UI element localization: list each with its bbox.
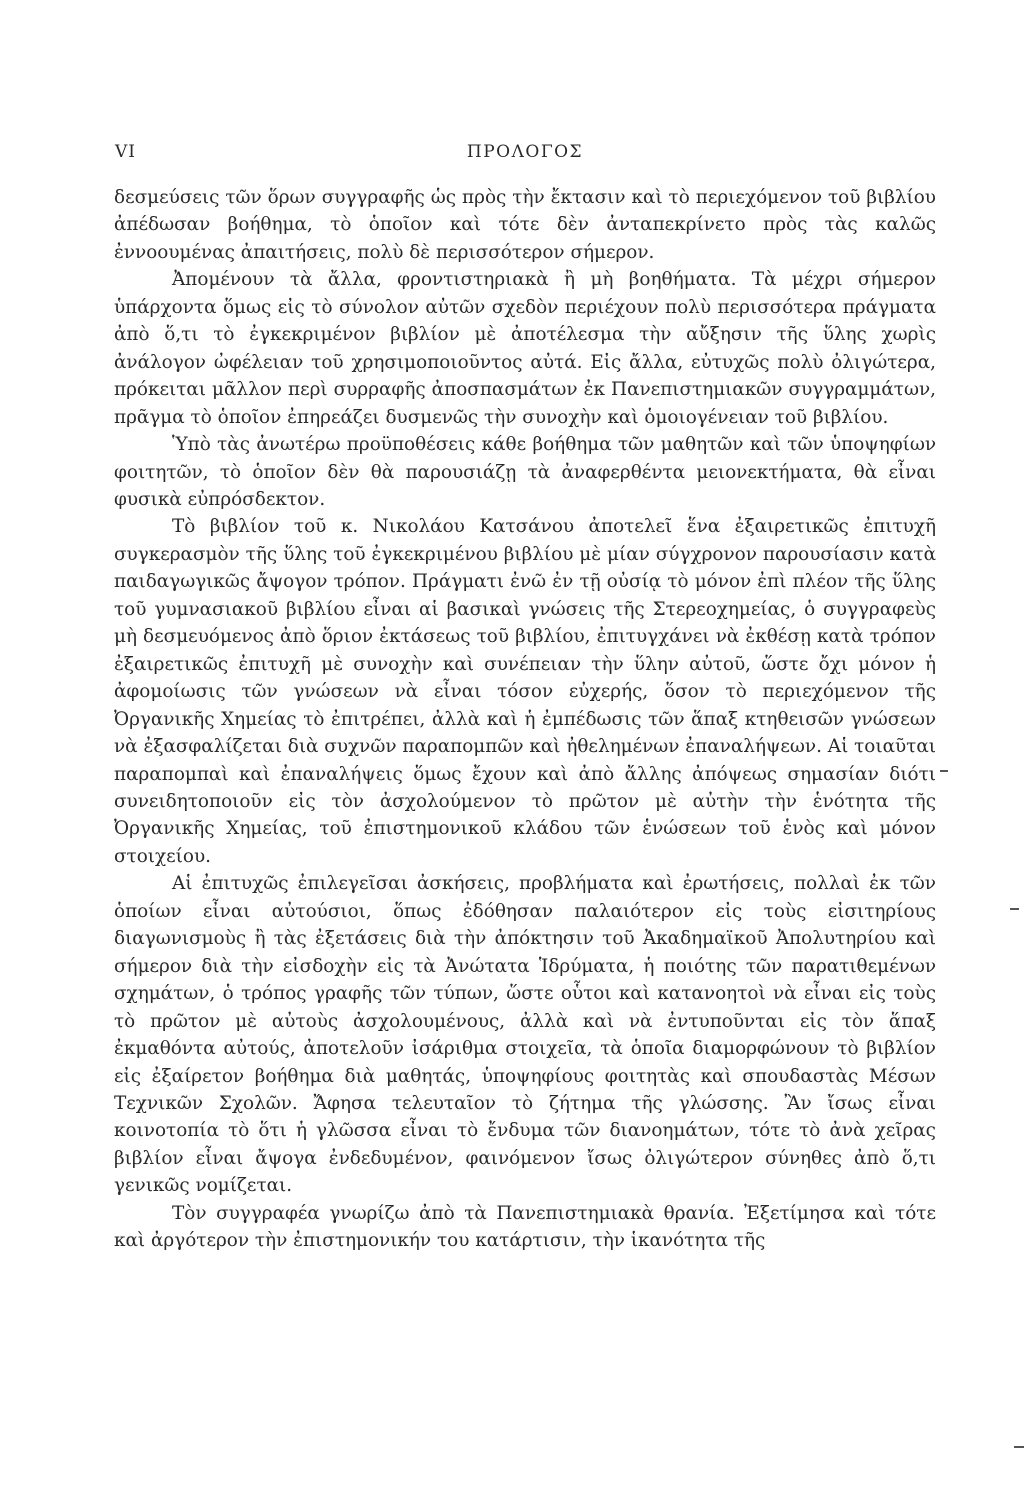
paragraph: Τὸ βιβλίον τοῦ κ. Νικολάου Κατσάνου ἀποτελεῖ ἕνα ἐξαιρετικῶς ἐπιτυχῆ συγκερασμὸν τῆς ὕλης τοῦ ἐγκεκριμένου βιβλίου μὲ μίαν σύγχρονον παρουσίασιν κατὰ παιδαγωγικῶς ἄψογον τρόπον. Πράγματι ἐνῶ ἐν τῇ οὐσίᾳ τὸ μόνον ἐπὶ πλέον τῆς ὕλης τοῦ γυμνασιακοῦ βιβλίου εἶναι αἱ βασικαὶ γνώσεις τῆς Στερεοχημείας, ὁ συγγραφεὺς μὴ δεσμευόμενος ἀπὸ ὅριον ἐκτάσεως τοῦ βιβλίου, ἐπιτυγχάνει νὰ ἐκθέσῃ κατὰ τρόπον ἐξαιρετικῶς ἐπιτυχῆ μὲ συνοχὴν καὶ συνέπειαν τὴν ὕλην αὐτοῦ, ὥστε ὄχι μόνον ἡ ἀφομοίωσις τῶν γνώσεων νὰ εἶναι τόσον εὐχερής, ὅσον τὸ περιεχόμενον τῆς Ὀργανικῆς Χημείας τὸ ἐπιτρέπει, ἀλλὰ καὶ ἡ ἐμπέδωσις τῶν ἅπαξ κτηθεισῶν γνώσεων νὰ ἐξασφαλίζεται διὰ συχνῶν παραπομπῶν καὶ ἠθελημένων ἐπαναλήψεων. Αἱ τοιαῦται παραπομπαὶ καὶ ἐπαναλήψεις ὅμως ἔχουν καὶ ἀπὸ ἄλλης ἀπόψεως σημασίαν διότι συνειδητοποιοῦν εἰς τὸν ἀσχολούμενον τὸ πρῶτον μὲ αὐτὴν τὴν ἑνότητα τῆς Ὀργανικῆς Χημείας, τοῦ ἐπιστημονικοῦ κλάδου τῶν ἑνώσεων τοῦ ἑνὸς καὶ μόνον στοιχείου. [114,516,936,867]
scan-mark [940,770,948,772]
body-text [114,184,936,1255]
paragraph: Ἀπομένουν τὰ ἄλλα, φροντιστηριακὰ ἢ μὴ βοηθήματα. Τὰ μέχρι σήμερον ὑπάρχοντα ὅμως εἰς τὸ σύνολον αὐτῶν σχεδὸν περιέχουν πολὺ περισσότερα πράγματα ἀπὸ ὅ,τι τὸ ἐγκεκριμένον βιβλίον μὲ ἀποτέλεσμα τὴν αὔξησιν τῆς ὕλης χωρὶς ἀνάλογον ὠφέλειαν τοῦ χρησιμοποιοῦντος αὐτά. Εἰς ἄλλα, εὐτυχῶς πολὺ ὀλιγώτερα, πρόκειται μᾶλλον περὶ συρραφῆς ἀποσπασμάτων ἐκ Πανεπιστημιακῶν συγγραμμάτων, πρᾶγμα τὸ ὁποῖον ἐπηρεάζει δυσμενῶς τὴν συνοχὴν καὶ ὁμοιογένειαν τοῦ βιβλίου. [114,269,936,428]
page-number: VI [115,142,136,162]
running-head: ΠΡΟΛΟΓΟΣ [466,142,584,162]
page-header [115,142,935,166]
scan-mark [1010,908,1019,910]
scan-mark [1014,1446,1024,1448]
paragraph: δεσμεύσεις τῶν ὅρων συγγραφῆς ὡς πρὸς τὴν ἔκτασιν καὶ τὸ περιεχόμενον τοῦ βιβλίου ἀπέδωσαν βοήθημα, τὸ ὁποῖον καὶ τότε δὲν ἀνταπεκρίνετο πρὸς τὰς καλῶς ἐννοουμένας ἀπαιτήσεις, πολὺ δὲ περισσότερον σήμερον. [114,187,936,263]
paragraph: Αἱ ἐπιτυχῶς ἐπιλεγεῖσαι ἀσκήσεις, προβλήματα καὶ ἐρωτήσεις, πολλαὶ ἐκ τῶν ὁποίων εἶναι αὐτούσιοι, ὅπως ἐδόθησαν παλαιότερον εἰς τοὺς εἰσιτηρίους διαγωνισμοὺς ἢ τὰς ἐξετάσεις διὰ τὴν ἀπόκτησιν τοῦ Ἀκαδημαϊκοῦ Ἀπολυτηρίου καὶ σήμερον διὰ τὴν εἰσδοχὴν εἰς τὰ Ἀνώτατα Ἱδρύματα, ἡ ποιότης τῶν παρατιθεμένων σχημάτων, ὁ τρόπος γραφῆς τῶν τύπων, ὥστε οὗτοι καὶ κατανοητοὶ νὰ εἶναι εἰς τοὺς τὸ πρῶτον μὲ αὐτοὺς ἀσχολουμένους, ἀλλὰ καὶ νὰ ἐντυποῦνται εἰς τὸν ἅπαξ ἐκμαθόντα αὐτούς, ἀποτελοῦν ἰσάριθμα στοιχεῖα, τὰ ὁποῖα διαμορφώνουν τὸ βιβλίον εἰς ἐξαίρετον βοήθημα διὰ μαθητάς, ὑποψηφίους φοιτητὰς καὶ σπουδαστὰς Μέσων Τεχνικῶν Σχολῶν. Ἄφησα τελευταῖον τὸ ζήτημα τῆς γλώσσης. Ἂν ἴσως εἶναι κοινοτοπία τὸ ὅτι ἡ γλῶσσα εἶναι τὸ ἔνδυμα τῶν διανοημάτων, τότε τὸ ἀνὰ χεῖρας βιβλίον εἶναι ἄψογα ἐνδεδυμένον, φαινόμενον ἴσως ὀλιγώτερον σύνηθες ἀπὸ ὅ,τι γενικῶς νομίζεται. [114,873,936,1197]
paragraph: Ὑπὸ τὰς ἀνωτέρω προϋποθέσεις κάθε βοήθημα τῶν μαθητῶν καὶ τῶν ὑποψηφίων φοιτητῶν, τὸ ὁποῖον δὲν θὰ παρουσιάζῃ τὰ ἀναφερθέντα μειονεκτήματα, θὰ εἶναι φυσικὰ εὐπρόσδεκτον. [114,434,936,510]
paragraph: Τὸν συγγραφέα γνωρίζω ἀπὸ τὰ Πανεπιστημιακὰ θρανία. Ἐξετίμησα καὶ τότε καὶ ἀργότερον τὴν ἐπιστημονικήν του κατάρτισιν, τὴν ἱκανότητα τῆς [114,1202,936,1252]
